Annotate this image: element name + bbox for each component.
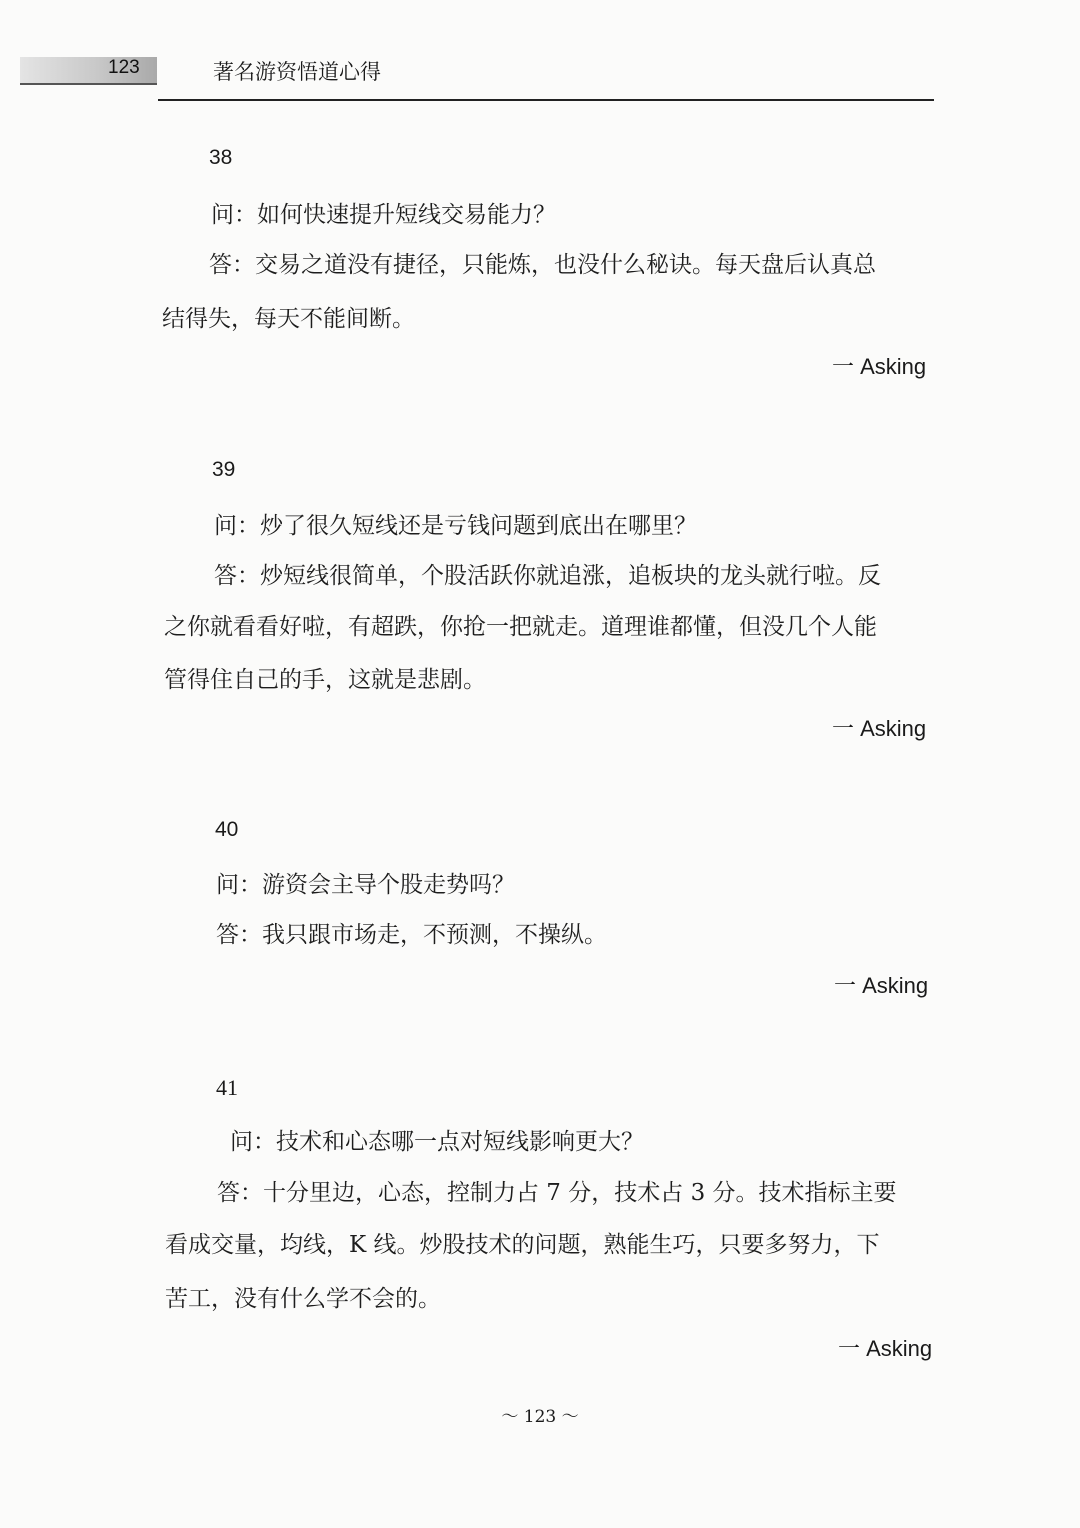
author-signature: 一 Asking [838,1336,933,1361]
answer-line: 答：炒短线很简单，个股活跃你就追涨，追板块的龙头就行啦。反 [214,563,881,589]
question-line: 问：炒了很久短线还是亏钱问题到底出在哪里？ [214,513,697,539]
footer-page-number: ～ 123 ～ [501,1407,579,1427]
answer-line: 答：我只跟市场走，不预测，不操纵。 [216,922,607,948]
answer-line: 看成交量，均线，K 线。炒股技术的问题，熟能生巧，只要多努力，下 [165,1232,880,1258]
answer-line: 答：交易之道没有捷径，只能炼，也没什么秘诀。每天盘后认真总 [209,252,876,278]
entry-number: 41 [216,1075,238,1100]
author-signature: 一 Asking [832,716,927,741]
answer-line: 苦工，没有什么学不会的。 [165,1286,441,1312]
answer-line: 结得失，每天不能间断。 [162,306,415,332]
answer-line: 管得住自己的手，这就是悲剧。 [164,667,486,693]
author-signature: 一 Asking [834,973,929,998]
entry-number: 39 [212,458,236,481]
entry-number: 38 [209,146,233,169]
question-line: 问：技术和心态哪一点对短线影响更大？ [230,1129,644,1155]
answer-line: 之你就看看好啦，有超跌，你抢一把就走。道理谁都懂，但没几个人能 [164,614,877,640]
header-book-title: 著名游资悟道心得 [213,60,381,84]
author-signature: 一 Asking [832,354,927,379]
entry-number: 40 [215,818,239,841]
header-page-number: 123 [108,57,140,78]
answer-line: 答：十分里边，心态，控制力占 7 分，技术占 3 分。技术指标主要 [217,1180,897,1206]
header-divider [158,99,934,101]
question-line: 问：如何快速提升短线交易能力？ [211,202,556,228]
question-line: 问：游资会主导个股走势吗？ [216,872,515,898]
